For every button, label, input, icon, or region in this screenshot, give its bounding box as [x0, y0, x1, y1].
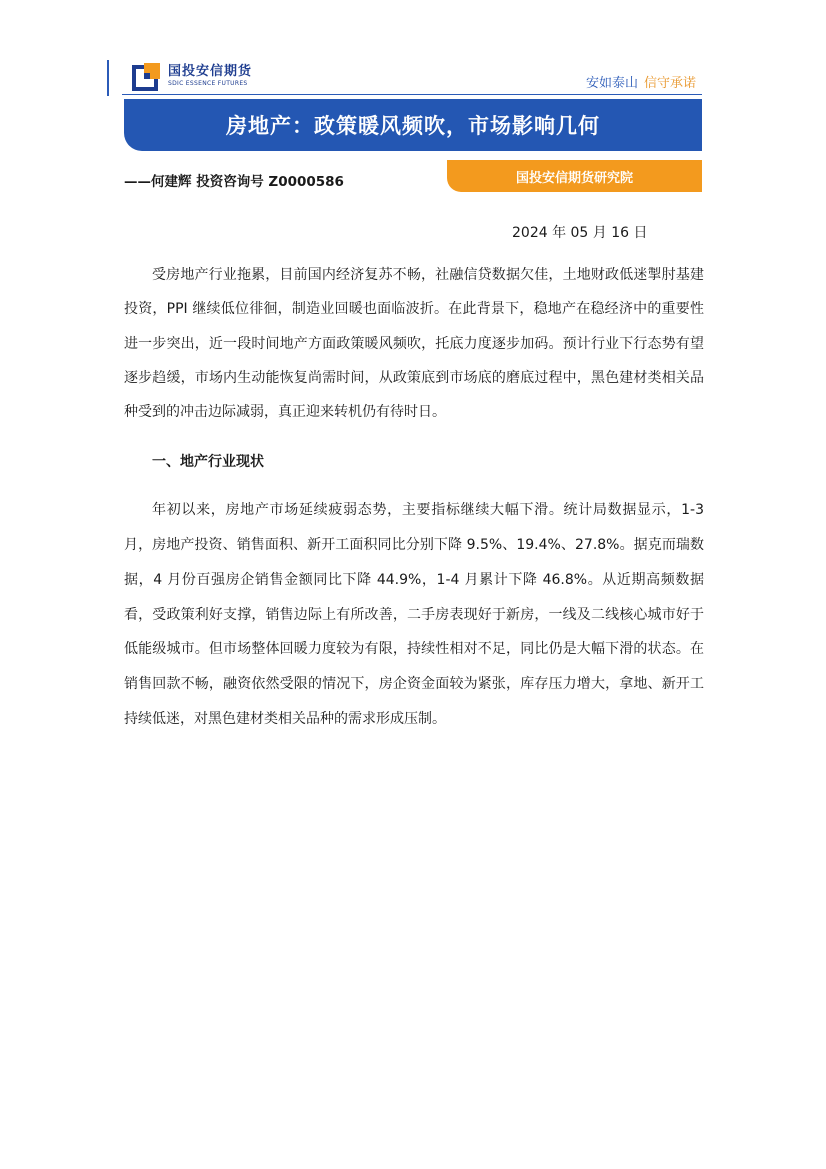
report-body	[124, 258, 704, 736]
header-divider	[122, 94, 702, 95]
logo-english-name: SDIC ESSENCE FUTURES	[168, 80, 248, 87]
logo-mark-icon	[132, 61, 162, 91]
institute-badge	[447, 160, 702, 192]
report-title: 房地产：政策暖风频吹，市场影响几何	[226, 114, 600, 138]
slogan-part-1: 安如泰山	[585, 76, 638, 91]
author-byline: ——何建辉 投资咨询号 Z0000586	[124, 174, 344, 190]
institute-name: 国投安信期货研究院	[515, 170, 633, 186]
header-accent-rule	[107, 60, 109, 96]
slogan-part-2: 信守承诺	[643, 76, 696, 91]
report-date: 2024 年 05 月 16 日	[512, 225, 648, 241]
section-paragraph: 年初以来，房地产市场延续疲弱态势，主要指标继续大幅下滑。统计局数据显示，1-3 月，房地产投资、销售面积、新开工面积同比分别下降 9.5%、19.4%、27.8%。据克而瑞数据，4 月份百强房企销售金额同比下降 44.9%，1-4 月累计下降 46.8%。从近期高频数据看，受政策利好支撑，销售边际上有所改善，二手房表现好于新房，一线及二线核心城市好于低能级城市。但市场整体回暖力度较为有限，持续性相对不足，同比仍是大幅下滑的状态。在销售回款不畅，融资依然受限的情况下，房企资金面较为紧张，库存压力增大，拿地、新开工持续低迷，对黑色建材类相关品种的需求形成压制。	[124, 502, 704, 727]
section-heading: 一、地产行业现状	[152, 454, 264, 471]
logo-chinese-name: 国投安信期货	[168, 64, 253, 79]
company-slogan	[586, 76, 696, 92]
intro-paragraph: 受房地产行业拖累，目前国内经济复苏不畅，社融信贷数据欠佳，土地财政低迷掣肘基建投资，PPI 继续低位徘徊，制造业回暖也面临波折。在此背景下，稳地产在稳经济中的重要性进一步突出，近一段时间地产方面政策暖风频吹，托底力度逐步加码。预计行业下行态势有望逐步趋缓，市场内生动能恢复尚需时间，从政策底到市场底的磨底过程中，黑色建材类相关品种受到的冲击边际减弱，真正迎来转机仍有待时日。	[124, 267, 704, 421]
report-title-banner	[124, 99, 702, 151]
company-logo	[132, 60, 252, 92]
